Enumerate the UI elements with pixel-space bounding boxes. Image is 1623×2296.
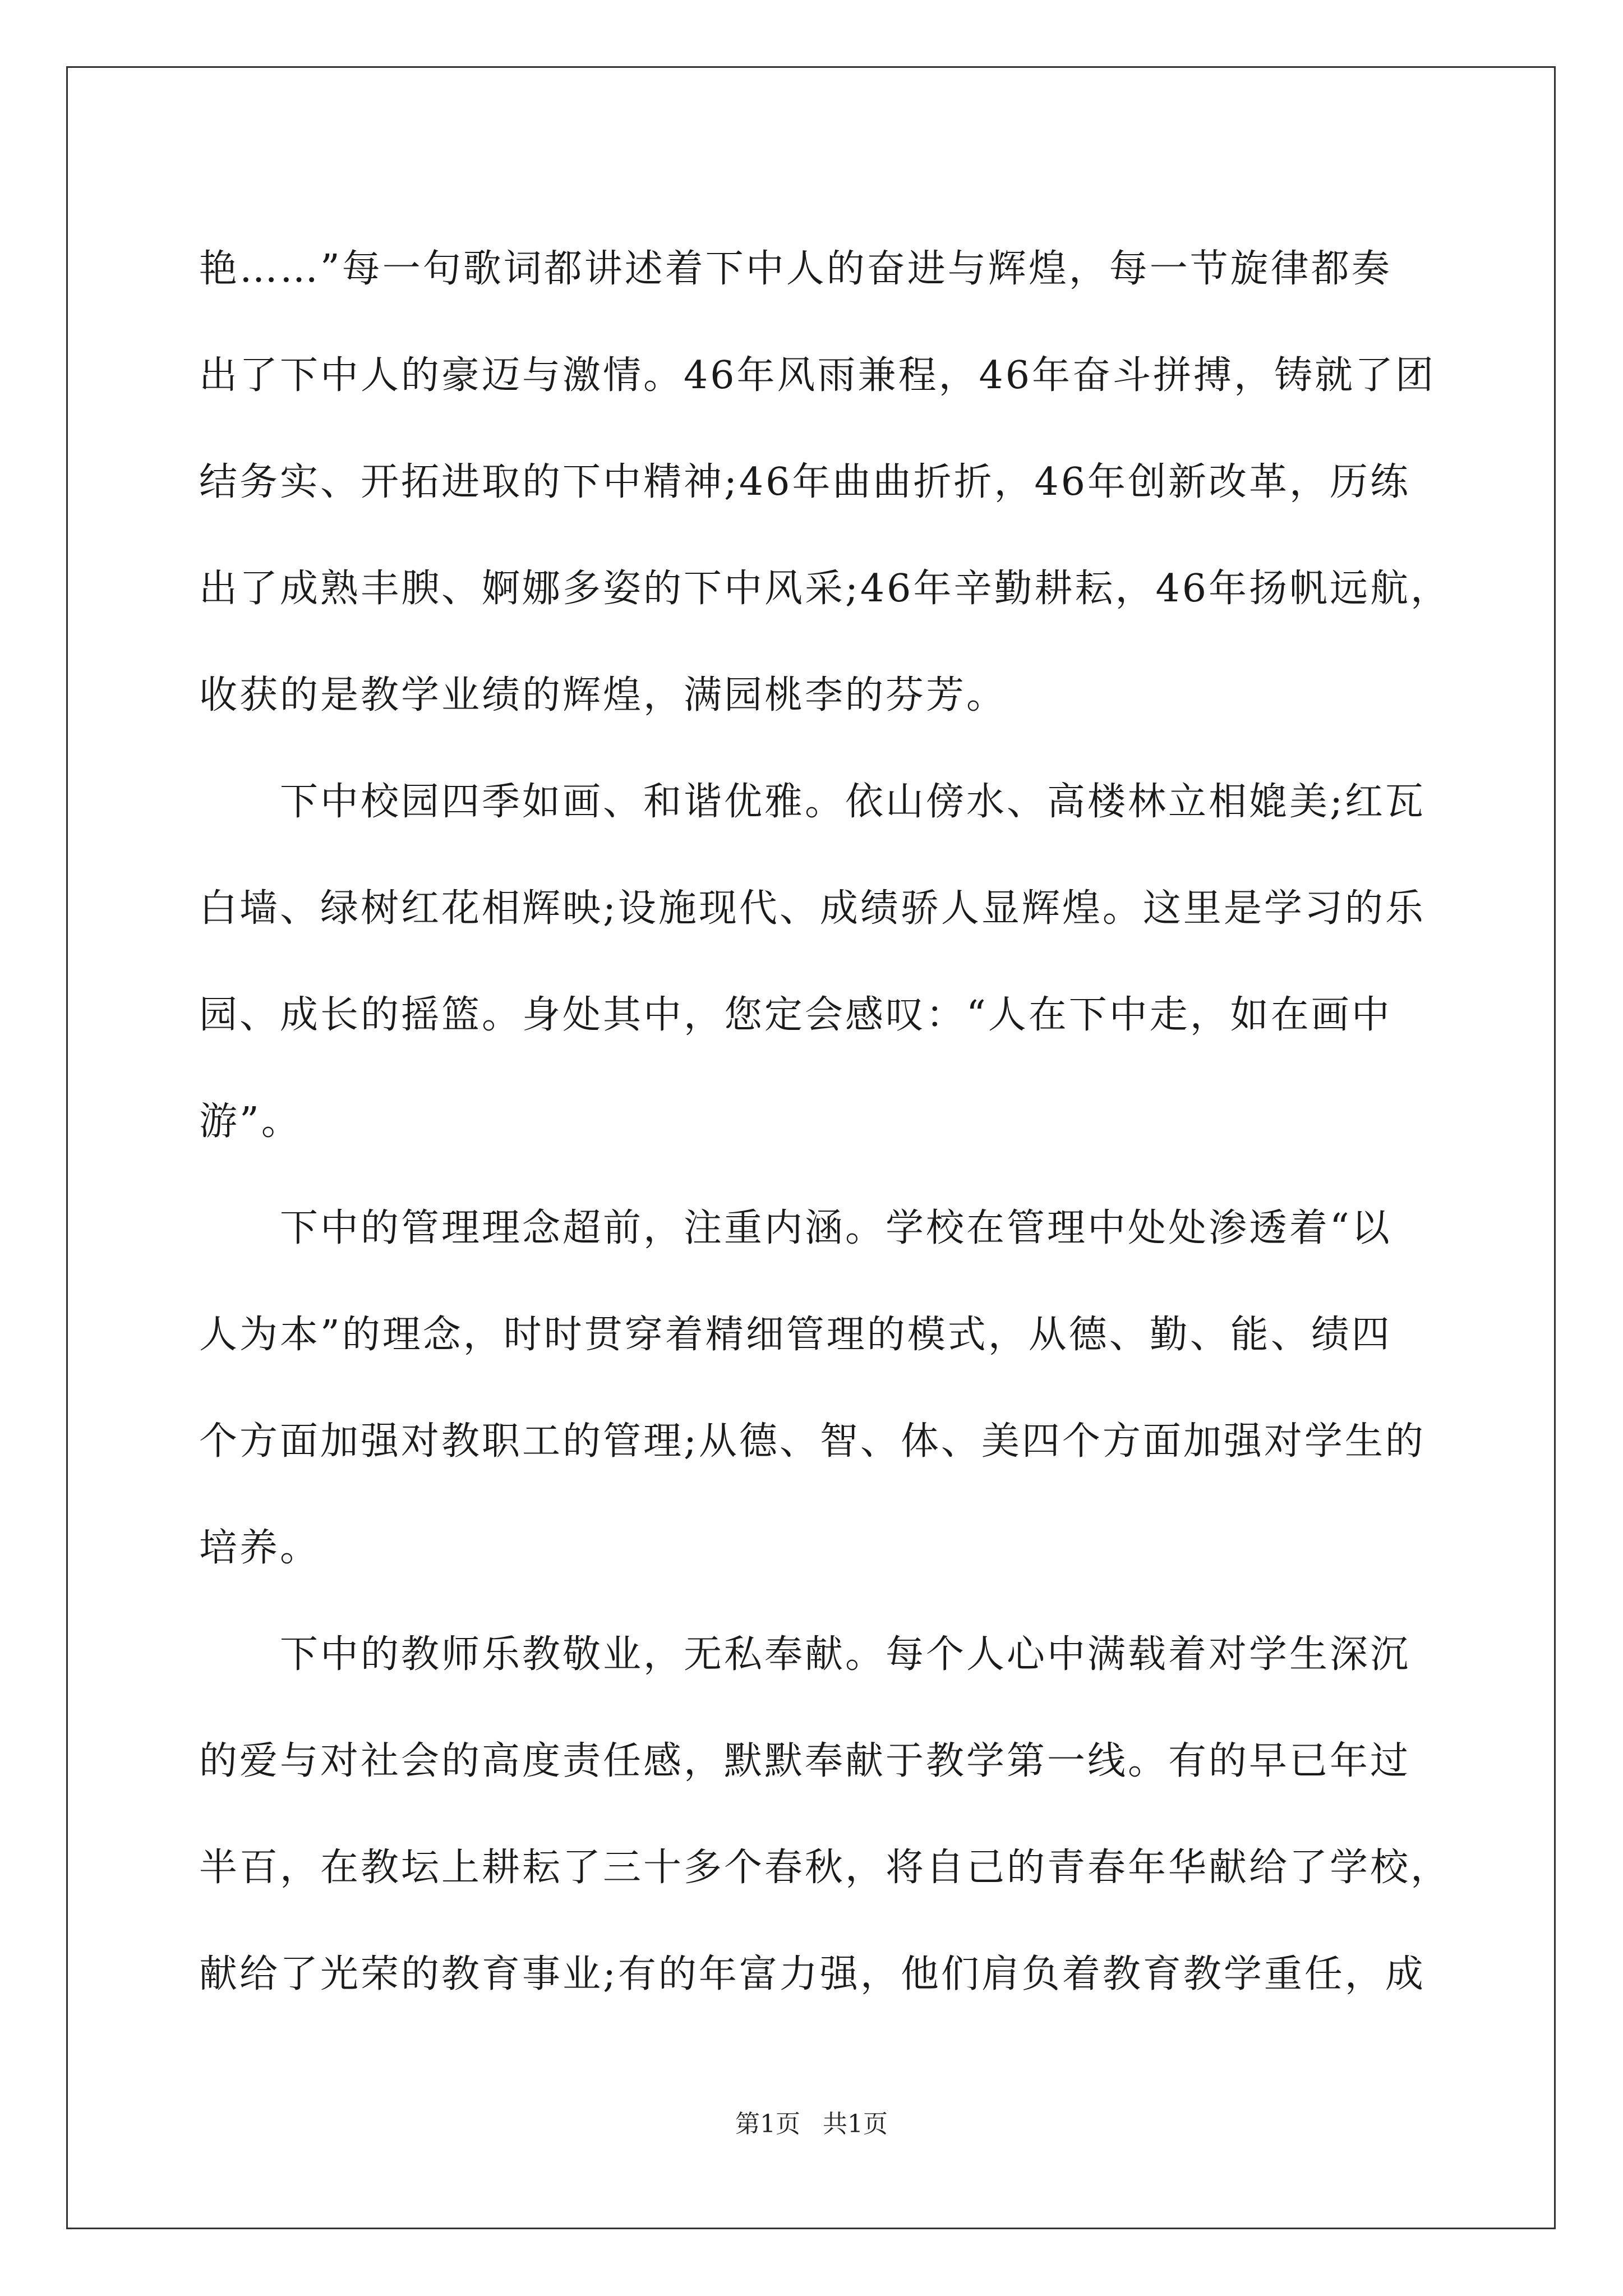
text-line: 游”。 bbox=[199, 1099, 302, 1144]
text-line: 园、成长的摇篮。身处其中，您定会感叹：“人在下中走，如在画中 bbox=[199, 993, 1392, 1037]
text-line: 培养。 bbox=[199, 1526, 321, 1570]
text-line: 的爱与对社会的高度责任感，默默奉献于教学第一线。有的早已年过 bbox=[199, 1739, 1411, 1783]
text-line: 结务实、开拓进取的下中精神;46年曲曲折折，46年创新改革，历练 bbox=[199, 460, 1410, 504]
text-line: 下中校园四季如画、和谐优雅。依山傍水、高楼林立相媲美;红瓦 bbox=[199, 780, 1426, 824]
text-line: 出了成熟丰腴、婀娜多姿的下中风采;46年辛勤耕耘，46年扬帆远航， bbox=[199, 567, 1451, 611]
text-line: 人为本”的理念，时时贯穿着精细管理的模式，从德、勤、能、绩四 bbox=[199, 1313, 1392, 1357]
page-number: 第1页 bbox=[735, 2110, 800, 2138]
page-total: 共1页 bbox=[823, 2110, 888, 2138]
text-line: 个方面加强对教职工的管理;从德、智、体、美四个方面加强对学生的 bbox=[199, 1419, 1426, 1464]
text-line: 下中的教师乐教敬业，无私奉献。每个人心中满载着对学生深沉 bbox=[199, 1632, 1411, 1677]
text-line: 半百，在教坛上耕耘了三十多个春秋，将自己的青春年华献给了学校， bbox=[199, 1846, 1451, 1890]
text-line: 艳……”每一句歌词都讲述着下中人的奋进与辉煌，每一节旋律都奏 bbox=[199, 247, 1392, 291]
text-line: 收获的是教学业绩的辉煌，满园桃李的芬芳。 bbox=[199, 673, 1007, 717]
text-line: 下中的管理理念超前，注重内涵。学校在管理中处处渗透着“以 bbox=[199, 1206, 1392, 1250]
text-line: 白墙、绿树红花相辉映;设施现代、成绩骄人显辉煌。这里是学习的乐 bbox=[199, 886, 1426, 931]
text-line: 献给了光荣的教育事业;有的年富力强，他们肩负着教育教学重任，成 bbox=[199, 1952, 1426, 1996]
text-line: 出了下中人的豪迈与激情。46年风雨兼程，46年奋斗拼搏，铸就了团 bbox=[199, 353, 1436, 398]
page-footer bbox=[0, 2104, 1623, 2139]
document-body bbox=[199, 216, 1451, 2028]
